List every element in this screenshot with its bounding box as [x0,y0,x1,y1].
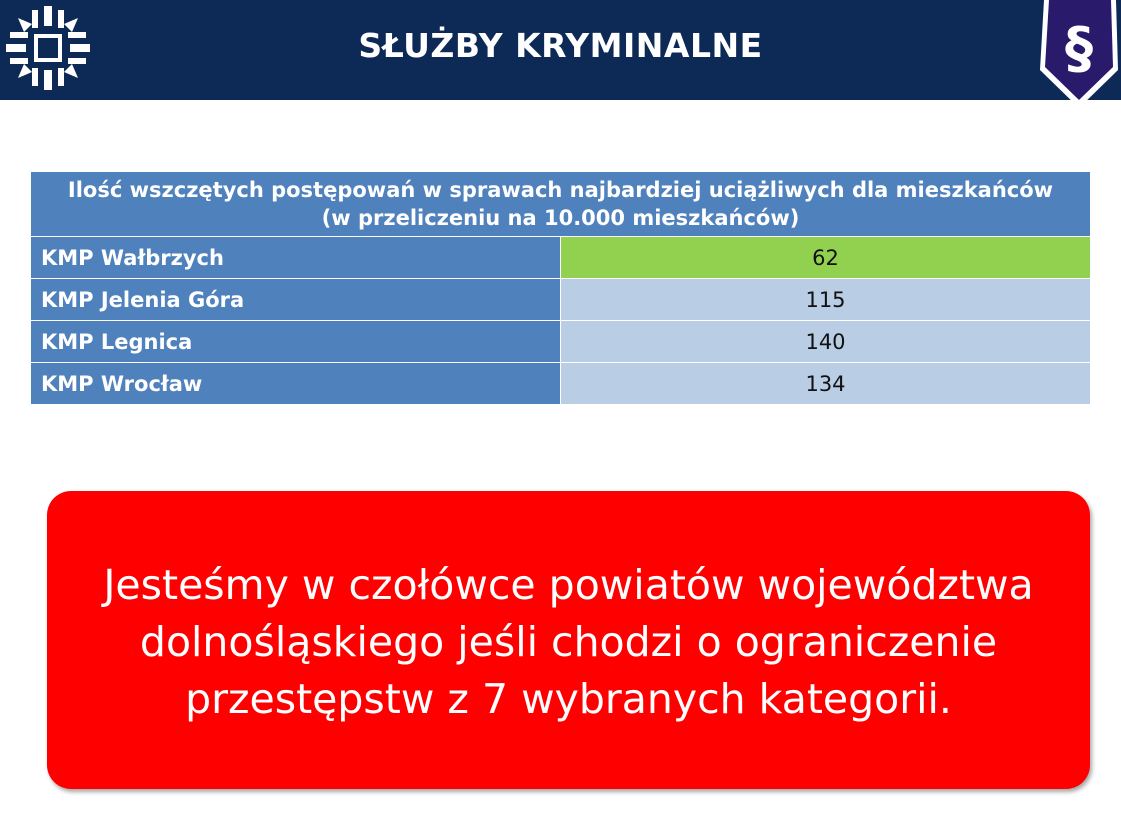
paragraph-shield-logo [1036,0,1121,112]
header-bar [0,0,1121,100]
row-label: KMP Legnica [31,321,561,363]
callout-line: dolnośląskiego jeśli chodzi o ograniczenie [139,618,998,666]
table-row [31,279,1091,321]
row-label: KMP Jelenia Góra [31,279,561,321]
callout-text [47,557,1090,728]
row-label: KMP Wałbrzych [31,237,561,279]
row-value: 115 [561,279,1091,321]
row-value: 62 [561,237,1091,279]
row-value: 140 [561,321,1091,363]
table-header-line: (w przeliczeniu na 10.000 mieszkańców) [321,206,800,230]
table-row [31,321,1091,363]
table-row [31,363,1091,405]
table-header [31,172,1091,237]
table-row [31,237,1091,279]
row-value: 134 [561,363,1091,405]
summary-callout [47,491,1090,789]
row-label: KMP Wrocław [31,363,561,405]
callout-line: przestępstw z 7 wybranych kategorii. [185,675,952,723]
table-header-line: Ilość wszczętych postępowań w sprawach najbardziej uciążliwych dla mieszkańców [67,178,1054,202]
paragraph-icon: § [1065,16,1093,81]
statistics-table [30,171,1091,405]
callout-line: Jesteśmy w czołówce powiatów województwa [103,561,1034,609]
page-title: SŁUŻBY KRYMINALNE [358,26,763,65]
